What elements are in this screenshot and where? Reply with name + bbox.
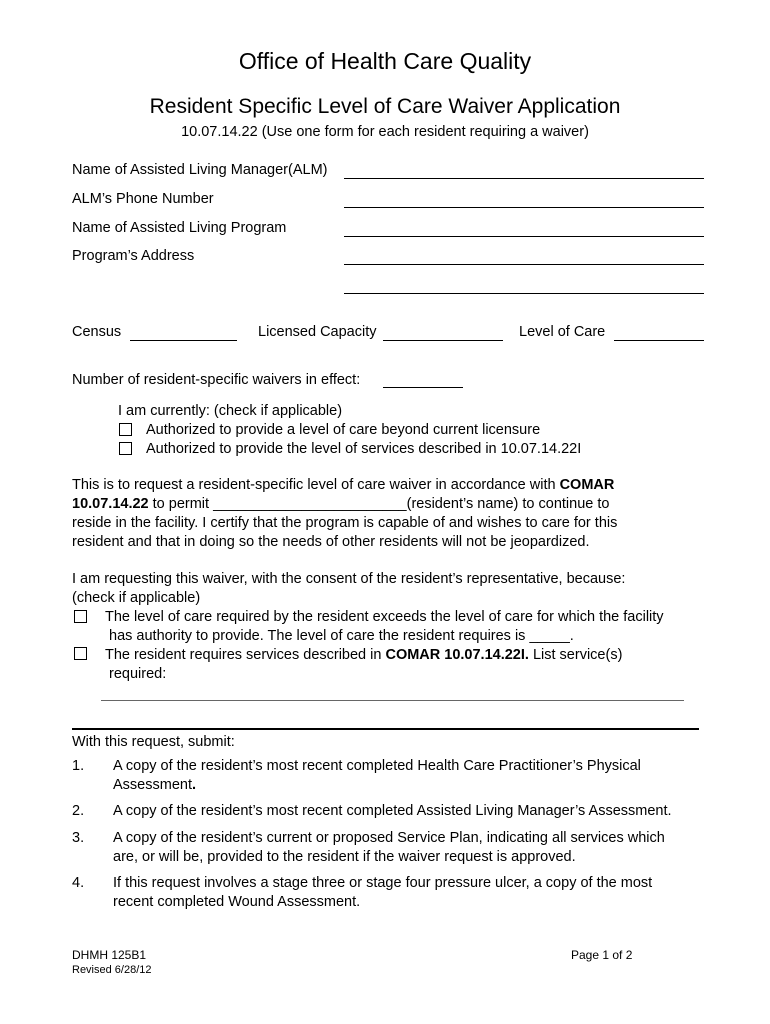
reason-line-1: I am requesting this waiver, with the consent of the resident’s representative, because:	[72, 571, 626, 587]
requires-services-line-1: The resident requires services described in COMAR 10.07.14.22I. List service(s)	[105, 647, 623, 663]
office-title: Office of Health Care Quality	[238, 48, 532, 74]
exceeds-level-checkbox[interactable]	[74, 610, 87, 623]
submit-item-4-line-2: recent completed Wound Assessment.	[113, 894, 361, 910]
submit-item-1-line-1: A copy of the resident’s most recent completed Health Care Practitioner’s Physical	[113, 758, 641, 774]
revised-date: Revised 6/28/12	[72, 964, 152, 976]
form-id: DHMH 125B1	[72, 948, 147, 962]
program-address-label: Program’s Address	[72, 248, 195, 264]
program-address-field-2[interactable]	[344, 293, 704, 294]
program-address-field-1[interactable]	[344, 264, 704, 265]
services-22i-checkbox[interactable]	[119, 442, 132, 455]
level-of-care-field[interactable]	[614, 340, 704, 341]
reason-line-2: (check if applicable)	[72, 590, 201, 606]
current-status-intro: I am currently: (check if applicable)	[118, 403, 343, 419]
request-line-2: 10.07.14.22 to permit ________________________(resident’s name) to continue to	[72, 496, 610, 512]
submit-item-2-line-1: A copy of the resident’s most recent completed Assisted Living Manager’s Assessment.	[113, 803, 672, 819]
submit-item-1-line-2: Assessment.	[113, 777, 197, 793]
alm-phone-label: ALM’s Phone Number	[72, 191, 214, 207]
submit-item-3-line-2: are, or will be, provided to the resident if the waiver request is approved.	[113, 849, 576, 865]
submit-item-3-line-1: A copy of the resident’s current or proposed Service Plan, indicating all services which	[113, 830, 665, 846]
form-title: Resident Specific Level of Care Waiver Application	[149, 95, 621, 118]
census-label: Census	[72, 324, 122, 340]
beyond-licensure-label: Authorized to provide a level of care beyond current licensure	[146, 422, 541, 438]
program-name-field[interactable]	[344, 236, 704, 237]
request-line-3: reside in the facility. I certify that the program is capable of and wishes to care for this	[72, 515, 618, 531]
regulation-note: 10.07.14.22 (Use one form for each resident requiring a waiver)	[181, 124, 589, 140]
beyond-licensure-checkbox[interactable]	[119, 423, 132, 436]
submit-item-number: 2.	[72, 803, 85, 819]
request-line-4: resident and that in doing so the needs of other residents will not be jeopardized.	[72, 534, 590, 550]
requires-services-line-2: required:	[109, 666, 167, 682]
submit-item-4-line-1: If this request involves a stage three or stage four pressure ulcer, a copy of the most	[113, 875, 653, 891]
exceeds-level-line-2: has authority to provide. The level of care the resident requires is _____.	[109, 628, 574, 644]
submit-item-number: 4.	[72, 875, 85, 891]
requires-services-checkbox[interactable]	[74, 647, 87, 660]
page-number: Page 1 of 2	[571, 948, 633, 962]
services-22i-label: Authorized to provide the level of services described in 10.07.14.22I	[146, 441, 582, 457]
licensed-capacity-label: Licensed Capacity	[258, 324, 377, 340]
services-list-field[interactable]	[101, 700, 684, 701]
census-field[interactable]	[130, 340, 237, 341]
submit-item-number: 1.	[72, 758, 85, 774]
waivers-in-effect-field[interactable]	[383, 387, 463, 388]
alm-name-field[interactable]	[344, 178, 704, 179]
section-divider	[72, 728, 699, 730]
level-of-care-label: Level of Care	[519, 324, 606, 340]
waivers-in-effect-label: Number of resident-specific waivers in effect:	[72, 372, 361, 388]
exceeds-level-line-1: The level of care required by the resident exceeds the level of care for which the facility	[105, 609, 664, 625]
request-line-1: This is to request a resident-specific level of care waiver in accordance with COMAR	[72, 477, 615, 493]
program-name-label: Name of Assisted Living Program	[72, 220, 287, 236]
alm-name-label: Name of Assisted Living Manager(ALM)	[72, 162, 328, 178]
licensed-capacity-field[interactable]	[383, 340, 503, 341]
submit-item-number: 3.	[72, 830, 85, 846]
submit-intro: With this request, submit:	[72, 734, 235, 750]
alm-phone-field[interactable]	[344, 207, 704, 208]
